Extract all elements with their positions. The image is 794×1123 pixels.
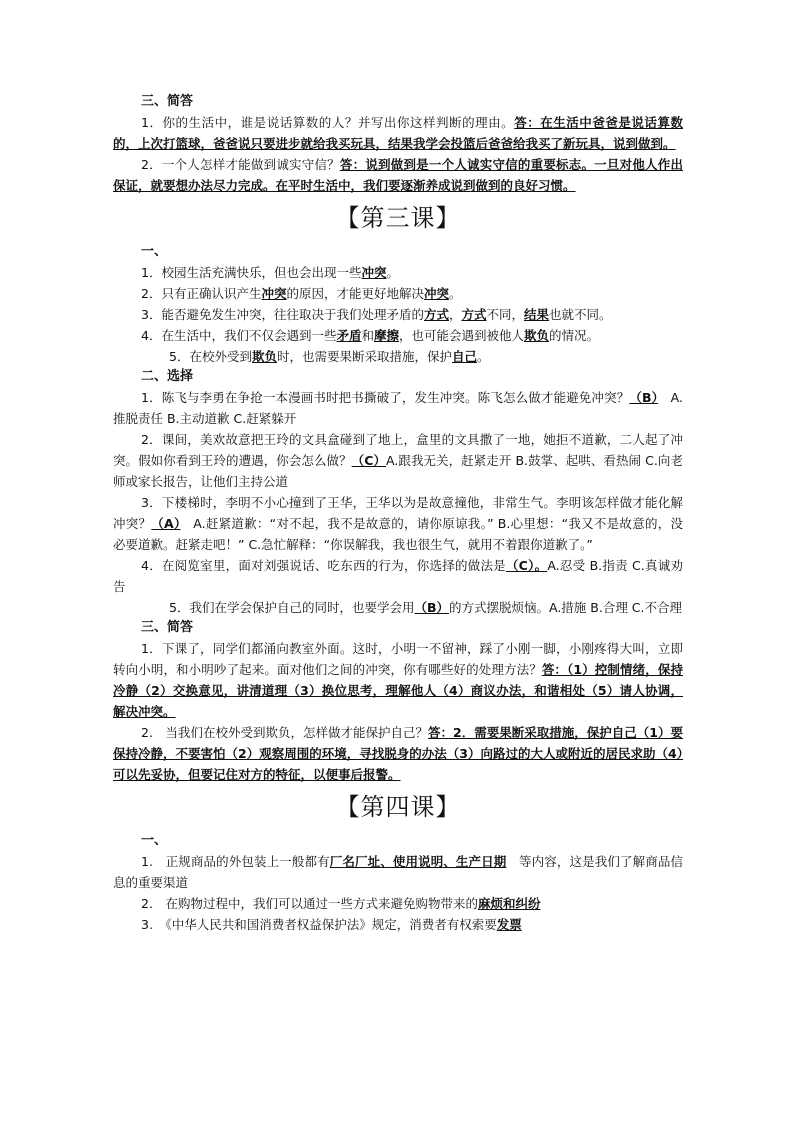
question-text: 2. 当我们在校外受到欺负，怎样做才能保护自己？ [141,725,429,740]
fill-text: 《中华人民共和国消费者权益保护法》规定，消费者有权索要 [152,917,497,932]
answer-text: 答：2．需要果断采取措施，保护自己（1）要保持冷静，不要害怕（2）观察周围的环境，寻找脱身的办法（3）向路过的大人或附近的居民求助（4）可以先妥协，但要记住对方的特征，以便事后报警。 [113,725,683,782]
choice-answer: （B） [629,390,659,405]
choice-answer: （B） [414,600,449,615]
fill-text: 4．在生活中，我们不仅会遇到一些 [141,328,337,343]
lesson-4-title: 【第四课】 [335,793,461,821]
choice-item-2 [113,429,683,492]
fill-answer: 矛盾 [336,328,362,343]
choice-text: 1．陈飞与李勇在争抢一本漫画书时把书撕破了，发生冲突。陈飞怎么做才能避免冲突？ [141,390,630,405]
fill-answer: 自己 [452,349,478,364]
choice-options: 的方式摆脱烦恼。A.措施 B.合理 C.不合理 [449,600,683,615]
item-number: 1. [141,854,153,869]
fill-text: 。 [449,286,462,301]
fill-item-1 [113,262,683,283]
choice-options: A.跟我无关，赶紧走开 B.鼓掌、起哄、看热闹 C.向老师或家长报告，让他们主持公道 [113,453,683,489]
fill-text: 2．只有正确认识产生 [141,286,262,301]
choice-text: 2．课间，美欢故意把王玲的文具盒碰到了地上，盒里的文具撒了一地，她拒不道歉，二人起了冲突。假如你看到王玲的遭遇，你会怎么做？ [113,432,683,468]
fill-text: ， [448,307,462,322]
choice-options: A.忍受 B.指责 C.真诚劝告 [113,558,683,594]
question-1 [113,112,683,154]
fill-item-4 [113,325,683,346]
fill-answer: 冲突 [361,265,387,280]
fill-text: 。 [477,349,490,364]
item-number: 3. [141,917,153,932]
fill-text: 时，也需要果断采取措施，保护 [276,349,452,364]
fill-text: 3．能否避免发生冲突，往往取决于我们处理矛盾的 [141,307,424,322]
item-number: 2. [141,896,153,911]
question-text: 1．你的生活中，谁是说话算数的人？并写出你这样判断的理由。 [141,115,515,130]
choice-options: A.推脱责任 B.主动道歉 C.赶紧躲开 [113,390,683,426]
fill-answer: 摩擦 [374,328,400,343]
fill-answer: 冲突 [261,286,287,301]
fill-text: 在购物过程中，我们可以通过一些方式来避免购物带来的 [152,896,478,911]
answer-text: 答：说到做到是一个人诚实守信的重要标志。一旦对他人作出保证，就要想办法尽力完成。在平时生活中，我们要逐渐养成说到做到的良好习惯。 [113,157,683,193]
question-text: 1．下课了，同学们都涌向教室外面。这时，小明一不留神，踩了小刚一脚，小刚疼得大叫，立即转向小明，和小明吵了起来。面对他们之间的冲突，你有哪些好的处理方法？ [113,641,683,677]
choice-item-1 [113,387,683,429]
question-text: 2．一个人怎样才能做到诚实守信？ [141,157,340,172]
choice-answer: （C）。 [505,558,548,573]
section-heading-fill: 一、 [141,833,168,848]
answer-text: 答：在生活中爸爸是说话算数的，上次打篮球，爸爸说只要进步就给我买玩具，结果我学会投篮后爸爸给我买了新玩具，说到做到。 [113,115,683,151]
question-2 [113,154,683,196]
fill-text: ，也可能会遇到被他人 [399,328,525,343]
short-answer-2 [113,722,683,785]
fill-answer: 欺负 [524,328,550,343]
fill-answer: 冲突 [424,286,450,301]
fill-answer: 麻烦和纠纷 [477,896,541,911]
fill-text: 。 [386,265,399,280]
fill-answer: 欺负 [251,349,277,364]
choice-item-4 [113,555,683,597]
choice-options: A.赶紧道歉：“对不起，我不是故意的，请你原谅我。” B.心里想：“我又不是故意的，没必要道歉。赶紧走吧！” C.急忙解释：“你误解我，我也很生气，就用不着跟你道歉了。” [113,516,683,552]
choice-text: 5．我们在学会保护自己的同时，也要学会用 [169,600,415,615]
fill-text: 和 [361,328,374,343]
choice-text: 4．在阅览室里，面对刘强说话、吃东西的行为，你选择的做法是 [141,558,506,573]
section-heading-short-answer: 三、简答 [141,620,194,635]
lesson-3-title: 【第三课】 [335,204,461,232]
fill-text: 1．校园生活充满快乐，但也会出现一些 [141,265,362,280]
fill-item-5 [113,346,683,367]
fill-item-2 [113,893,683,914]
section-heading-short-answer: 三、简答 [141,94,194,109]
fill-text: 5．在校外受到 [169,349,252,364]
fill-text: 不同， [486,307,525,322]
fill-answer: 发票 [496,917,522,932]
fill-text: 等内容，这是我们了解商品信息的重要渠道 [113,854,683,890]
short-answer-1 [113,638,683,722]
fill-answer: 结果 [524,307,550,322]
fill-item-3 [113,914,683,935]
choice-answer: （C） [351,453,387,468]
document-page [113,92,683,935]
answer-text: 答：（1）控制情绪，保持冷静（2）交换意见，讲清道理（3）换位思考，理解他人（4）商议办法，和谐相处（5）请人协调，解决冲突。 [113,662,683,719]
fill-answer: 厂名厂址、使用说明、生产日期 [329,854,507,869]
fill-text: 也就不同。 [549,307,612,322]
choice-item-5 [113,597,683,618]
fill-answer: 方式 [461,307,487,322]
fill-text: 的情况。 [549,328,600,343]
fill-item-2 [113,283,683,304]
section-heading-choice: 二、选择 [141,369,194,384]
fill-text: 正规商品的外包装上一般都有 [152,854,330,869]
fill-text: 的原因，才能更好地解决 [286,286,424,301]
fill-answer: 方式 [423,307,449,322]
section-heading-fill: 一、 [141,244,168,259]
choice-text: 3．下楼梯时，李明不小心撞到了王华，王华以为是故意撞他，非常生气。李明该怎样做才能化解冲突？ [113,495,683,531]
choice-item-3 [113,492,683,555]
choice-answer: （A） [151,516,181,531]
fill-item-3 [113,304,683,325]
fill-item-1 [113,851,683,893]
